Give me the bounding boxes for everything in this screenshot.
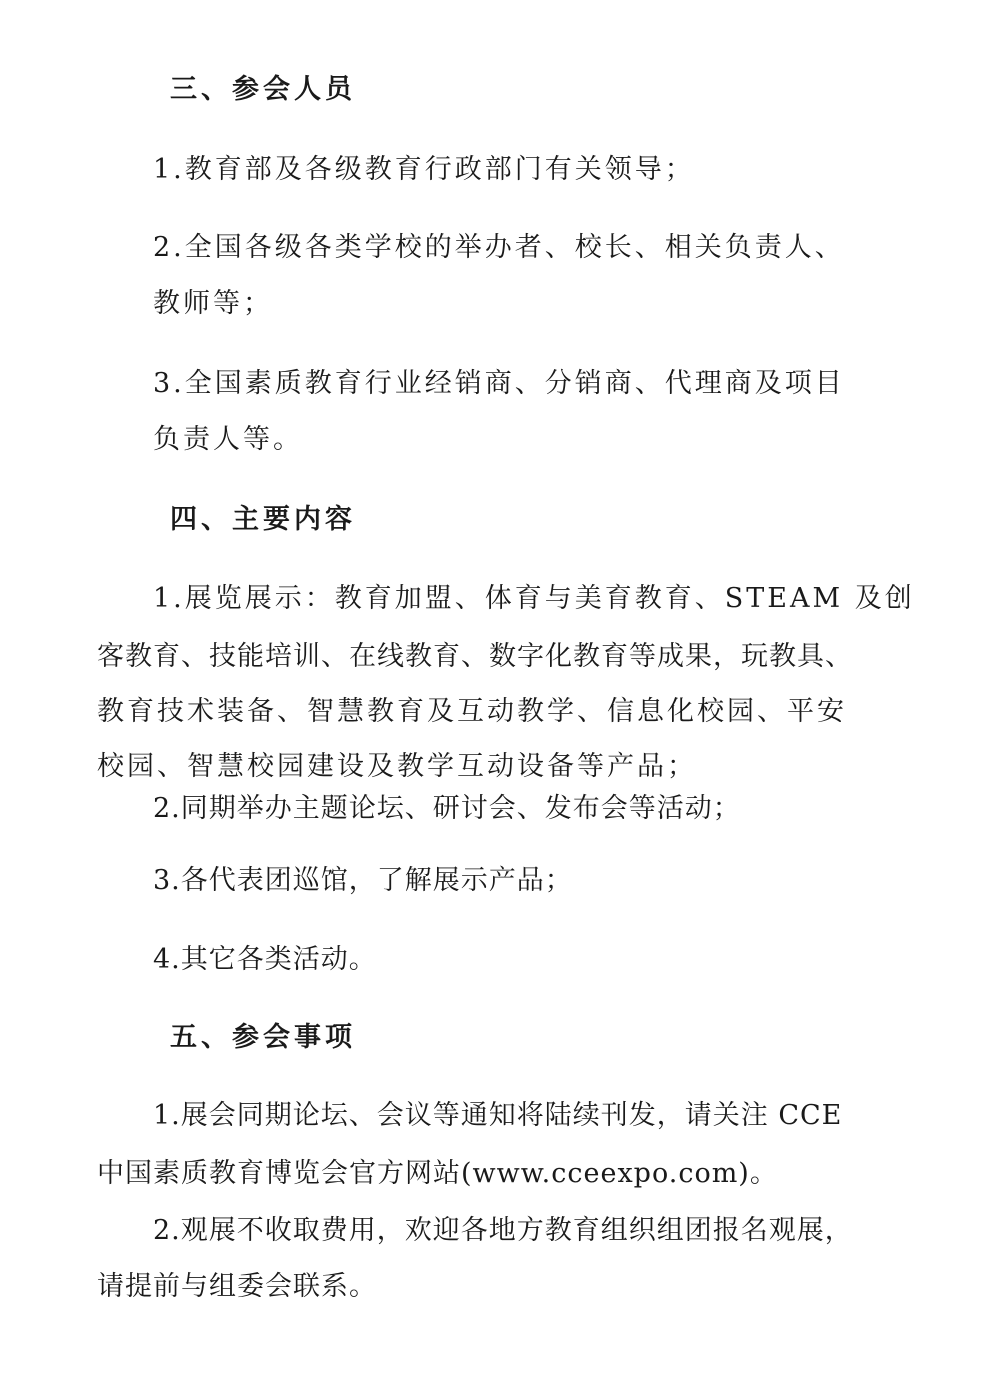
section-heading-4: 四、主要内容 xyxy=(170,504,356,535)
section-heading-5: 五、参会事项 xyxy=(170,1022,356,1053)
paragraph-line: 中国素质教育博览会官方网站(www.cceexpo.com)。 xyxy=(97,1158,778,1189)
paragraph-line: 3.各代表团巡馆，了解展示产品； xyxy=(153,865,573,896)
paragraph-line: 负责人等。 xyxy=(153,424,303,455)
paragraph-line: 校园、智慧校园建设及教学互动设备等产品； xyxy=(97,751,697,782)
paragraph-line: 1.展览展示：教育加盟、体育与美育教育、STEAM 及创 xyxy=(153,583,915,614)
paragraph-line: 2.同期举办主题论坛、研讨会、发布会等活动； xyxy=(153,793,741,824)
paragraph-line: 2.观展不收取费用，欢迎各地方教育组织组团报名观展， xyxy=(153,1215,853,1246)
paragraph-line: 2.全国各级各类学校的举办者、校长、相关负责人、 xyxy=(153,232,845,263)
paragraph-line: 3.全国素质教育行业经销商、分销商、代理商及项目 xyxy=(153,368,845,399)
paragraph-line: 4.其它各类活动。 xyxy=(153,944,377,975)
paragraph-line: 请提前与组委会联系。 xyxy=(97,1271,377,1302)
paragraph-line: 1.展会同期论坛、会议等通知将陆续刊发，请关注 CCE xyxy=(153,1100,843,1131)
paragraph-line: 1.教育部及各级教育行政部门有关领导； xyxy=(153,154,695,185)
paragraph-line: 教师等； xyxy=(153,288,273,319)
paragraph-line: 客教育、技能培训、在线教育、数字化教育等成果，玩教具、 xyxy=(97,641,853,672)
section-heading-3: 三、参会人员 xyxy=(170,74,356,105)
paragraph-line: 教育技术装备、智慧教育及互动教学、信息化校园、平安 xyxy=(97,696,847,727)
